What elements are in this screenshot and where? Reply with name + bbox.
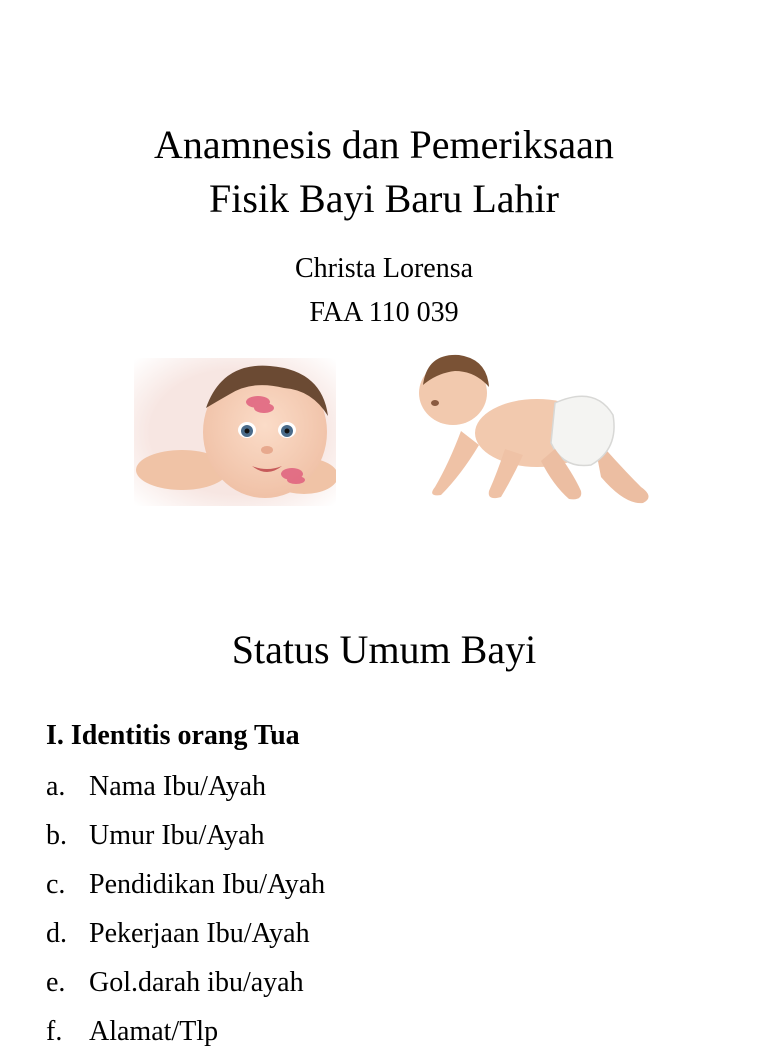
list-marker: f. xyxy=(46,1016,63,1047)
presentation-title-line-1: Anamnesis dan Pemeriksaan xyxy=(154,122,614,167)
list-item-text: Pekerjaan Ibu/Ayah xyxy=(89,918,310,949)
baby-face-photo xyxy=(134,358,336,506)
crawling-baby-photo xyxy=(405,345,670,510)
list-item-text: Alamat/Tlp xyxy=(89,1016,219,1047)
list-marker: b. xyxy=(46,820,67,851)
list-item xyxy=(46,1007,325,1056)
list-item-text: Nama Ibu/Ayah xyxy=(89,771,267,802)
slide-title: Status Umum Bayi xyxy=(231,627,537,672)
list-item xyxy=(46,811,325,860)
author-name: Christa Lorensa xyxy=(294,253,474,284)
author-id: FAA 110 039 xyxy=(309,297,459,328)
list-marker: c. xyxy=(46,869,66,900)
list-item xyxy=(46,762,325,811)
list-item xyxy=(46,958,325,1007)
list-marker: a. xyxy=(46,771,66,802)
section-heading: I. Identitis orang Tua xyxy=(46,720,300,751)
list-marker: d. xyxy=(46,918,67,949)
parent-identity-list xyxy=(46,762,325,1056)
list-item xyxy=(46,909,325,958)
list-item-text: Umur Ibu/Ayah xyxy=(89,820,265,851)
list-marker: e. xyxy=(46,967,66,998)
list-item-text: Pendidikan Ibu/Ayah xyxy=(89,869,326,900)
list-item xyxy=(46,860,325,909)
list-item-text: Gol.darah ibu/ayah xyxy=(89,967,304,998)
presentation-title-line-2: Fisik Bayi Baru Lahir xyxy=(209,176,559,221)
